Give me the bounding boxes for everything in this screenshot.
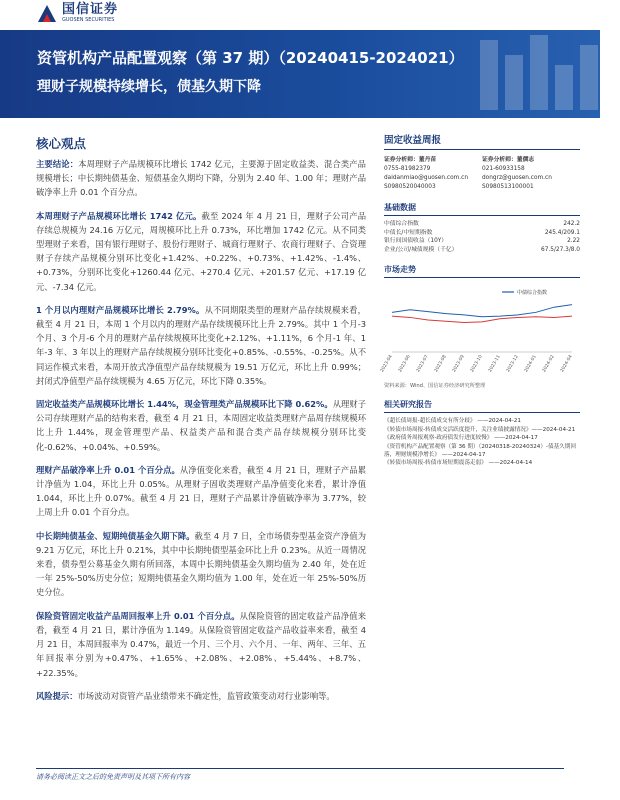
logo-mark-icon <box>36 2 58 24</box>
analyst-info <box>384 156 580 192</box>
x-tick-label: 2023-07 <box>415 354 430 374</box>
basic-data-key: 银行间国债收益（10Y） <box>384 238 448 245</box>
title-banner <box>0 30 600 118</box>
analyst-label: 证券分析师： <box>482 157 517 163</box>
paragraph-text: 截至 2024 年 4 月 21 日，理财子公司产品存续总规模为 24.16 万亿元，周规模环比上升 0.73%，环比增加 1742 亿元。从不同类型理财子来看，国有银行理财子、股份行理财子、城商行理财子、农商行理财子、合资理财子存续产品规模分别环比变化+1.42%、+0.22%、+0.73%、+1.42%、-1.4%、+0.73%，分别环比变化+1260.44 亿元、+270.4 亿元、+201.57 亿元、+17.19 亿元、-7.34 亿元。 <box>36 210 367 292</box>
related-report-link[interactable]: 《转债市场周报-转债成交活跃度提升，关注业绩披露情况》——2024-04-21 <box>384 426 576 433</box>
analyst-email[interactable]: dongrz@guosen.com.cn <box>482 175 552 181</box>
basic-data-value: 242.2 <box>563 221 580 227</box>
x-tick-label: 2023-11 <box>487 354 502 374</box>
paragraph-text: 市场波动对资管产品业绩带来不确定性，监管政策变动对行业影响等。 <box>77 690 335 701</box>
guosen-logo <box>36 2 156 28</box>
x-tick-label: 2023-06 <box>397 354 412 374</box>
paragraph-lead: 风险提示： <box>36 690 78 701</box>
paragraph-lead: 本周理财子产品规模环比增长 1742 亿元。 <box>36 210 202 221</box>
paragraph-text: 从理财子公司存续理财产品的结构来看，截至 4 月 21 日，本周固定收益类理财产品周存续规模环比上升 1.44%，现金管理型产品、权益类产品和混合类产品存续规模分别环比变化-0.62%、+0.04%、+0.59%。 <box>36 399 366 452</box>
main-content <box>36 134 366 712</box>
basic-data-key: 企业/公司/城债规模（千亿） <box>384 246 458 253</box>
paragraph-text: 从不同期限类型的理财产品存续规模来看，截至 4 月 21 日，本周 1 个月以内的理财产品存续规模环比上升 2.79%。其中 1 个月-3 个月、3 个月-6 个月的理财产品存续规模环比变化+2.12%、+1.11%，6 个月-1 年、1 年-3 年、3 年以上的理财产品存续规模分别环比变化+0.85%、-0.55%、-0.25%。从不同运作模式来看，本周开放式净值型产品存续规模为 19.51 万亿元，环比上升 0.99%；封闭式净值型产品存续规模为 4.65 万亿元，环比下降 0.35%。 <box>36 304 366 386</box>
paragraph-text: 从净值变化来看，截至 4 月 21 日，理财子产品累计净值为 1.04，环比上升 0.05%。从理财子固收类理财产品净值变化来看，累计净值 1.044，环比上升 0.07%。截至 4 月 21 日，理财子产品累计净值破净率为 3.77%，较上周上升 0.01 个百分点。 <box>36 464 366 518</box>
basic-data-row <box>384 220 580 229</box>
report-subtitle: 理财子规模持续增长，债基久期下降 <box>37 79 261 95</box>
paragraph-lead: 固定收益类产品规模环比增长 1.44%，现金管理类产品规模环比下降 0.62%。 <box>36 399 333 410</box>
footer-disclaimer: 请务必阅读正文之后的免责声明及其项下所有内容 <box>36 773 190 781</box>
legend-label: 中债综合指数 <box>517 290 548 297</box>
x-tick-label: 2024-01 <box>523 354 538 374</box>
sidebar <box>379 132 580 468</box>
basic-data-value: 67.5/27.3/8.0 <box>541 246 580 253</box>
x-tick-label: 2023-12 <box>505 354 520 374</box>
analyst-card <box>482 156 580 192</box>
paragraph-lead: 保险资管固定收益产品周回报率上升 0.01 个百分点。 <box>36 610 240 621</box>
paragraph-lead: 理财产品破净率上升 0.01 个百分点。 <box>36 464 180 475</box>
paragraph <box>36 689 366 703</box>
paragraph <box>36 157 366 200</box>
basic-data-title: 基础数据 <box>384 202 580 216</box>
analyst-card <box>384 156 482 192</box>
paragraph <box>36 609 366 680</box>
logo-text-cn: 国信证券 <box>62 2 119 17</box>
related-report-link[interactable]: 《政府债务周报观察-政府债发行进度较慢》 ——2024-04-17 <box>384 435 538 442</box>
paragraph <box>36 463 366 520</box>
basic-data-key: 中债综合指数 <box>384 221 419 227</box>
x-tick-label: 2023-08 <box>433 354 448 374</box>
x-tick-label: 2024-02 <box>541 354 556 374</box>
trend-chart-svg <box>379 282 580 380</box>
x-tick-label: 2023-09 <box>451 354 466 374</box>
paragraph-text: 本周理财子产品规模环比增长 1742 亿元，主要源于固定收益类、混合类产品规模增长；中长期纯债基金、短债基金久期均下降，分别为 2.40 年、1.00 年；理财产品破净率上升 0.01 个百分点。 <box>36 159 366 198</box>
basic-data-row <box>384 246 580 255</box>
paragraph-text: 从保险资管的固定收益产品净值来看，截至 4 月 21 日，累计净值为 1.149。从保险资管固定收益产品收益率来看，截至 4 月 21 日，本周回报率为 0.47%，最近一个月、三个月、六个月、一年、两年、三年、五年回报率分别为+0.47%、+1.65%、+2.08%、+2.08%、+5.44%、+8.7%、+22.35%。 <box>36 610 366 678</box>
report-title: 资管机构产品配置观察（第 37 期）（20240415-2024021） <box>37 49 464 67</box>
basic-data-row <box>384 237 580 246</box>
related-report-link[interactable]: 《转债市场周报-转债市场短期震荡走弱》 ——2024-04-14 <box>384 460 533 467</box>
logo-text-en: GUOSEN SECURITIES <box>62 17 115 23</box>
analyst-cert: S0980513100001 <box>482 184 534 190</box>
analyst-label: 证券分析师： <box>384 157 419 163</box>
chart-source: 资料来源：Wind、国信证券经济研究所整理 <box>384 383 486 390</box>
analyst-name: 董丹苗 <box>418 157 437 163</box>
paragraph <box>36 397 366 454</box>
x-tick-label: 2023-10 <box>469 354 484 374</box>
related-report-link[interactable]: 《超长债周报-超长债成交有所分歧》 ——2024-04-21 <box>384 418 521 425</box>
paragraph <box>36 529 366 600</box>
related-report-link[interactable]: 《资管机构产品配置观察（第 36 期）（20240318-20240324）-债基久期回落，理财规模净增长》 ——2024-04-17 <box>384 443 576 458</box>
paragraph-lead: 1 个月以内理财产品规模环比增长 2.79%。 <box>36 304 205 315</box>
banner-decoration <box>360 30 620 118</box>
trend-chart <box>379 282 580 380</box>
top-bar <box>0 0 600 30</box>
related-reports <box>384 417 580 467</box>
x-tick-label: 2023-04 <box>379 354 394 374</box>
related-title: 相关研究报告 <box>384 399 580 413</box>
footer-divider <box>36 768 564 769</box>
basic-data-value: 245.4/209.1 <box>544 229 580 236</box>
paragraph <box>36 303 366 388</box>
section-heading: 核心观点 <box>36 136 87 151</box>
basic-data-key: 中债长/中短期指数 <box>384 229 433 236</box>
paragraph-lead: 中长期纯债基金、短期纯债基金久期下降。 <box>36 530 195 541</box>
basic-data-row <box>384 229 580 238</box>
paragraph-lead: 主要结论： <box>36 159 79 169</box>
analyst-phone: 021-60933158 <box>482 166 525 172</box>
weekly-title: 固定收益周报 <box>384 132 580 150</box>
analyst-email[interactable]: daidanmiao@guosen.com.cn <box>384 175 468 181</box>
x-tick-label: 2024-04 <box>559 354 574 374</box>
basic-data-value: 2.22 <box>567 238 580 245</box>
analyst-name: 董儒志 <box>516 157 535 163</box>
series-line-0 <box>392 305 572 317</box>
paragraph <box>36 209 366 294</box>
analyst-cert: S0980520040003 <box>384 184 436 190</box>
analyst-phone: 0755-81982379 <box>384 166 431 172</box>
trend-title: 市场走势 <box>384 264 580 278</box>
paragraph-text: 截至 4 月 7 日，全市场债券型基金资产净值为 9.21 万亿元，环比上升 0.21%，其中中长期纯债型基金环比上升 0.23%。从近一周情况来看，债券型公募基金久期有所回落，本周中长期纯债基金久期均值为 2.40 年，处在近一年 25%-50%历史分位；短期纯债基金久期均值为 1.00 年，处在近一年 25%-50%历史分位。 <box>36 530 366 598</box>
